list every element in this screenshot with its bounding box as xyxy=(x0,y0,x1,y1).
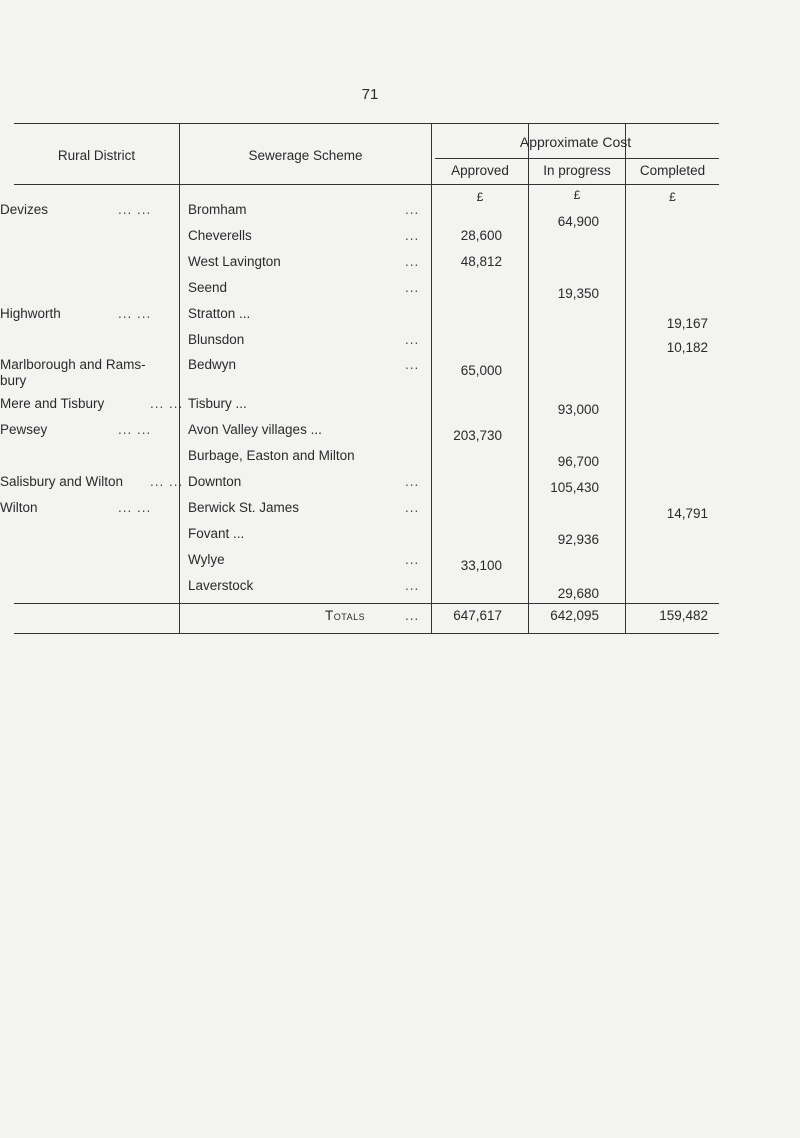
totals-label: Totals xyxy=(325,608,366,623)
in-progress-value: 105,430 xyxy=(550,480,599,495)
bottom-rule xyxy=(14,633,719,634)
scheme-name: Tisbury ... xyxy=(188,396,247,411)
approved-value: 203,730 xyxy=(453,428,502,443)
in-progress-value: 92,936 xyxy=(557,532,599,547)
scheme-name: Berwick St. James xyxy=(188,500,300,515)
scheme-leader-dots: ... xyxy=(405,202,420,217)
scheme-leader-dots: ... xyxy=(405,280,420,295)
district-name: Mere and Tisbury xyxy=(0,396,105,411)
scheme-name: Seend xyxy=(188,280,228,295)
scheme-name: Cheverells xyxy=(188,228,252,243)
scheme-name: Avon Valley villages ... xyxy=(188,422,322,437)
top-rule xyxy=(14,123,719,124)
approved-value: 28,600 xyxy=(460,228,502,243)
header-bottom-rule xyxy=(14,184,719,185)
totals-approved: 647,617 xyxy=(453,608,502,623)
header-approximate-cost: Approximate Cost xyxy=(519,134,632,150)
scheme-name: West Lavington xyxy=(188,254,281,269)
currency-approved: £ xyxy=(476,190,484,204)
scheme-name: Burbage, Easton and Milton xyxy=(188,448,355,463)
district-name: Marlborough and Rams- xyxy=(0,357,146,372)
scheme-leader-dots: ... xyxy=(405,332,420,347)
completed-value: 19,167 xyxy=(666,316,708,331)
scheme-leader-dots: ... xyxy=(405,254,420,269)
col-rule-1 xyxy=(179,123,180,633)
district-name: Highworth xyxy=(0,306,61,321)
totals-leader-dots: ... xyxy=(405,608,420,623)
approved-value: 48,812 xyxy=(460,254,502,269)
scheme-leader-dots: ... xyxy=(405,578,420,593)
in-progress-value: 93,000 xyxy=(557,402,599,417)
currency-in-progress: £ xyxy=(573,188,581,202)
district-name-continued: bury xyxy=(0,373,27,388)
scheme-name: Blunsdon xyxy=(188,332,245,347)
in-progress-value: 96,700 xyxy=(557,454,599,469)
district-leader-dots: ... ... xyxy=(118,422,152,437)
page-number: 71 xyxy=(361,86,379,103)
district-name: Pewsey xyxy=(0,422,48,437)
completed-value: 10,182 xyxy=(666,340,708,355)
in-progress-value: 19,350 xyxy=(557,286,599,301)
district-leader-dots: ... ... xyxy=(118,202,152,217)
scheme-name: Bedwyn xyxy=(188,357,237,372)
scheme-name: Stratton ... xyxy=(188,306,251,321)
district-leader-dots: ... ... xyxy=(118,500,152,515)
district-leader-dots: ... ... xyxy=(150,396,184,411)
scheme-name: Wylye xyxy=(188,552,225,567)
header-completed: Completed xyxy=(639,163,706,178)
currency-completed: £ xyxy=(669,190,676,204)
scheme-name: Laverstock xyxy=(188,578,254,593)
scheme-name: Bromham xyxy=(188,202,247,217)
scheme-leader-dots: ... xyxy=(405,552,420,567)
scheme-name: Fovant ... xyxy=(188,526,245,541)
district-name: Salisbury and Wilton xyxy=(0,474,124,489)
header-approved: Approved xyxy=(451,163,509,178)
totals-completed: 159,482 xyxy=(659,608,708,623)
totals-top-rule xyxy=(14,603,719,604)
scheme-name: Downton xyxy=(188,474,242,489)
district-name: Devizes xyxy=(0,202,49,217)
district-leader-dots: ... ... xyxy=(150,474,184,489)
header-rural-district: Rural District xyxy=(57,148,136,163)
district-leader-dots: ... ... xyxy=(118,306,152,321)
in-progress-value: 64,900 xyxy=(557,214,599,229)
header-in-progress: In progress xyxy=(543,163,611,178)
scheme-leader-dots: ... xyxy=(405,228,420,243)
district-name: Wilton xyxy=(0,500,38,515)
scheme-leader-dots: ... xyxy=(405,474,420,489)
subheader-rule xyxy=(435,158,719,159)
completed-value: 14,791 xyxy=(666,506,708,521)
scheme-leader-dots: ... xyxy=(405,357,420,372)
scheme-leader-dots: ... xyxy=(405,500,420,515)
in-progress-value: 29,680 xyxy=(557,586,599,601)
header-sewerage-scheme: Sewerage Scheme xyxy=(248,148,363,163)
approved-value: 65,000 xyxy=(460,363,502,378)
approved-value: 33,100 xyxy=(460,558,502,573)
totals-in-progress: 642,095 xyxy=(550,608,599,623)
